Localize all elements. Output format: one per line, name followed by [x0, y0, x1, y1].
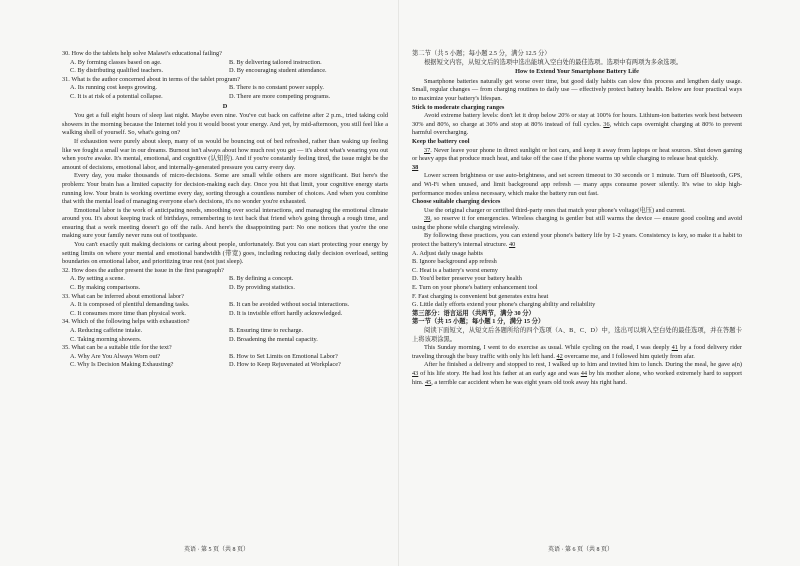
page-footer-left: 英语 · 第 5 页（共 8 页）	[184, 547, 249, 553]
choice-list	[412, 250, 742, 310]
option-c: C. It consumes more time than physical work.	[70, 309, 186, 317]
paragraph-text: overcame me, and I followed him quietly from afar.	[564, 352, 695, 360]
passage-paragraph	[412, 232, 742, 249]
option-a: A. Why Are You Always Worn out?	[70, 352, 161, 360]
option-c: C. By making comparisons.	[70, 284, 141, 292]
blank-43: 43	[412, 369, 419, 377]
option-d: D. By encouraging student attendance.	[229, 67, 327, 75]
choice-d: D. You'd better preserve your battery health	[412, 275, 522, 283]
option-b: B. How to Set Limits on Emotional Labor?	[229, 352, 338, 360]
paragraph-text: , which caps overnight charging at 80% to prevent harmful overcharging.	[412, 120, 742, 137]
option-d: D. It is invisible effort hardly acknowledged.	[229, 309, 343, 317]
right-page	[412, 50, 742, 387]
question-31	[62, 76, 388, 102]
passage-paragraph: Lower screen brightness or use auto-brightness, and set screen timeout to 30 seconds or 1 minute. Turn off Bluetooth, GPS, and Wi-Fi when unused, and limit background app refresh — many apps consume power silently. It's wise to skip high-performance modes unless necessary, which make the battery run out fast.	[412, 172, 742, 197]
passage-paragraph	[412, 215, 742, 232]
subheading: Choose suitable charging devices	[412, 198, 501, 206]
question-stem: 31. What is the author concerned about in terms of the tablet program?	[62, 75, 241, 83]
choice-b: B. Ignore background app refresh	[412, 258, 497, 266]
blank-37: 37	[424, 146, 431, 154]
passage-paragraph: Use the original charger or certified third-party ones that match your phone's voltage(电压) and current.	[424, 206, 686, 214]
option-b: B. Ensuring time to recharge.	[229, 327, 304, 334]
paragraph-text: . Never leave your phone in direct sunlight or hot cars, and keep it away from laptops or heat sources. Shut down gaming or heavy apps that produce much heat, and take off the case if the phone warms up while charging to release heat quickly.	[412, 146, 742, 163]
option-c: C. It is at risk of a potential collapse.	[70, 92, 163, 100]
question-33	[62, 293, 388, 319]
question-34	[62, 318, 388, 344]
question-30	[62, 50, 388, 76]
section-title: 第一节（共 15 小题；每小题 1 分，满分 15 分）	[412, 318, 545, 326]
blank-44: 44	[580, 369, 588, 377]
paragraph-text: by his mother alone, who worked extremely hard to support him.	[412, 369, 742, 386]
left-page	[62, 50, 388, 370]
paragraph-text: By following these practices, you can extend your phone's battery life by 1-2 years. Consistency is key, so make it a habit to protect the battery's internal structure.	[412, 232, 742, 249]
page-footer-right: 英语 · 第 6 页（共 8 页）	[548, 547, 613, 553]
paragraph-text: Avoid extreme battery levels: don't let it drop below 20% or stay at 100% for hours. Lithium-ion batteries work best between 30% and 80%, so charge at 30% and stop at 80% instead of full cycles.	[412, 112, 742, 128]
passage-intro: Smartphone batteries naturally get worse over time, but good daily habits can slow this process and lengthen daily usage. Small, regular changes — from charging routines to daily use — effectively protect battery health. Below are four practical ways to maximize your battery's lifespan.	[412, 77, 742, 102]
option-a: A. By setting a scene.	[70, 275, 125, 283]
subheading: Keep the battery cool	[412, 137, 470, 145]
option-b: B. It can be avoided without social interactions.	[229, 301, 350, 309]
option-d: D. Broadening the mental capacity.	[229, 335, 318, 343]
passage-paragraph: You get a full eight hours of sleep last night. Maybe even nine. You've cut back on caffeine after 2 p.m., tried taking cold showers in the morning because the Internet told you it would boost your energy. And yet, by mid-afternoon, you still feel like a walking shell of yourself. So, what's going on?	[62, 112, 388, 137]
option-a: A. It is composed of plentiful demanding tasks.	[70, 301, 190, 309]
section-letter: D	[222, 102, 228, 110]
choice-a: A. Adjust daily usage habits	[412, 249, 483, 257]
question-stem: 34. Which of the following helps with exhaustion?	[62, 318, 190, 326]
option-d: D. How to Keep Rejuvenated at Workplace?	[229, 361, 341, 369]
section-title: 第二节（共 5 小题；每小题 2.5 分，满分 12.5 分）	[412, 50, 551, 57]
page-fold	[398, 0, 399, 566]
blank-40: 40	[508, 241, 516, 249]
part-title: 第三部分：语言运用（共两节，满分 30 分）	[412, 309, 535, 317]
passage-paragraph: Emotional labor is the work of anticipating needs, smoothing over social interactions, and managing the emotional climate around you. It's about keeping track of birthdays, remembering to text back that friend who's going through a rough time, and ensuring that a work meeting doesn't go off the rails. And here's the disappointing part: No one notices that you're the one making sure your family never runs out of toothpaste.	[62, 206, 388, 240]
blank-38: 38	[412, 163, 419, 171]
cloze-paragraph	[412, 361, 742, 387]
paragraph-text: After he finished a delivery and stopped to rest, I walked up to him and invited him to lunch. During the meal, he gave a(n)	[424, 361, 742, 369]
blank-41: 41	[671, 344, 678, 352]
blank-45: 45	[424, 378, 432, 386]
section-instructions: 阅读下面短文，从短文后各题所给的四个选项（A、B、C、D）中，选出可以填入空白处的最佳选项，并在答题卡上将该项涂黑。	[412, 327, 742, 343]
paragraph-text: by a food delivery rider traveling through the busy traffic with only his left hand.	[412, 344, 743, 360]
option-a: A. Reducing caffeine intake.	[70, 327, 143, 334]
choice-f: F. Fast charging is convenient but generates extra heat	[412, 292, 549, 300]
question-35	[62, 344, 388, 370]
option-b: B. By defining a concept.	[229, 275, 294, 283]
blank-39: 39	[424, 215, 431, 223]
passage-paragraph	[412, 147, 742, 164]
passage-paragraph: If exhaustion were purely about sleep, many of us would be bouncing out of bed refreshed, rather than waking up feeling like we fought a small war in our dreams. Burnout isn't always about how much rest you get — it's about what's wearing you out when you're awake. It's mental, emotional, and cognitive (认知的). And if you're constantly feeling tired, the issue might be the amount of decisions, emotional labor, and internally-generated pressure you carry every day.	[62, 137, 388, 171]
paragraph-text: of his life story. He had lost his father at an early age and was	[420, 369, 579, 377]
paragraph-text: This Sunday morning, I went to do exercise as usual. While cycling on the road, I was deeply	[424, 344, 670, 352]
passage-paragraph: Every day, you make thousands of micro-decisions. Some are small while others are more significant. But here's the problem: Your brain has a limited capacity for decision-making each day. Once you hit that limit, your cognitive energy starts running low. Your brain is working overtime every day, sorting through a countless number of choices. And when you combine that with the mental load of managing everyone else's decisions, it's no wonder you're exhausted.	[62, 172, 388, 206]
question-stem: 33. What can be inferred about emotional labor?	[62, 292, 184, 300]
blank-42: 42	[556, 352, 563, 360]
choice-c: C. Heat is a battery's worst enemy	[412, 266, 498, 274]
option-c: C. Why Is Decision Making Exhausting?	[70, 361, 174, 369]
option-c: C. By distributing qualified teachers.	[70, 67, 164, 75]
passage-title: How to Extend Your Smartphone Battery Life	[515, 68, 639, 76]
option-a: A. By forming classes based on age.	[70, 58, 162, 66]
question-32	[62, 267, 388, 293]
choice-g: G. Little daily efforts extend your phone's charging ability and reliability	[412, 301, 596, 309]
choice-e: E. Turn on your phone's battery enhancement tool	[412, 284, 538, 292]
option-d: D. There are more competing programs.	[229, 92, 331, 100]
option-b: B. By delivering tailored instruction.	[229, 58, 322, 66]
question-stem: 35. What can be a suitable title for the text?	[62, 344, 172, 352]
cloze-paragraph	[412, 344, 742, 361]
passage-paragraph	[412, 112, 742, 138]
question-stem: 32. How does the author present the issue in the first paragraph?	[62, 266, 224, 274]
option-d: D. By providing statistics.	[229, 284, 295, 292]
blank-36: 36	[603, 120, 610, 128]
option-a: A. Its running cost keeps growing.	[70, 84, 157, 92]
option-b: B. There is no constant power supply.	[229, 84, 324, 92]
option-c: C. Taking morning showers.	[70, 335, 142, 343]
subheading: Stick to moderate charging ranges	[412, 103, 505, 111]
paragraph-text: , so reserve it for emergencies. Wireless charging is gentler but still warms the device — ensure good cooling and avoid using the phone while charging wirelessly.	[412, 215, 742, 231]
section-instructions: 根据短文内容，从短文后的选项中选出能填入空白处的最佳选项。选项中有两项为多余选项。	[424, 58, 683, 66]
paragraph-text: , a terrible car accident when he was eight years old took away his right hand.	[431, 378, 627, 386]
subheading-blank	[412, 164, 742, 173]
passage-paragraph: You can't exactly quit making decisions or caring about people, unfortunately. But you can start protecting your energy by setting limits on where your mental and emotional bandwidth (带宽) goes, including reducing daily decision overload, setting boundaries on emotional labor, and prioritizing true rest (not just sleep).	[62, 241, 388, 266]
question-stem: 30. How do the tablets help solve Malawi's educational failing?	[62, 50, 222, 57]
